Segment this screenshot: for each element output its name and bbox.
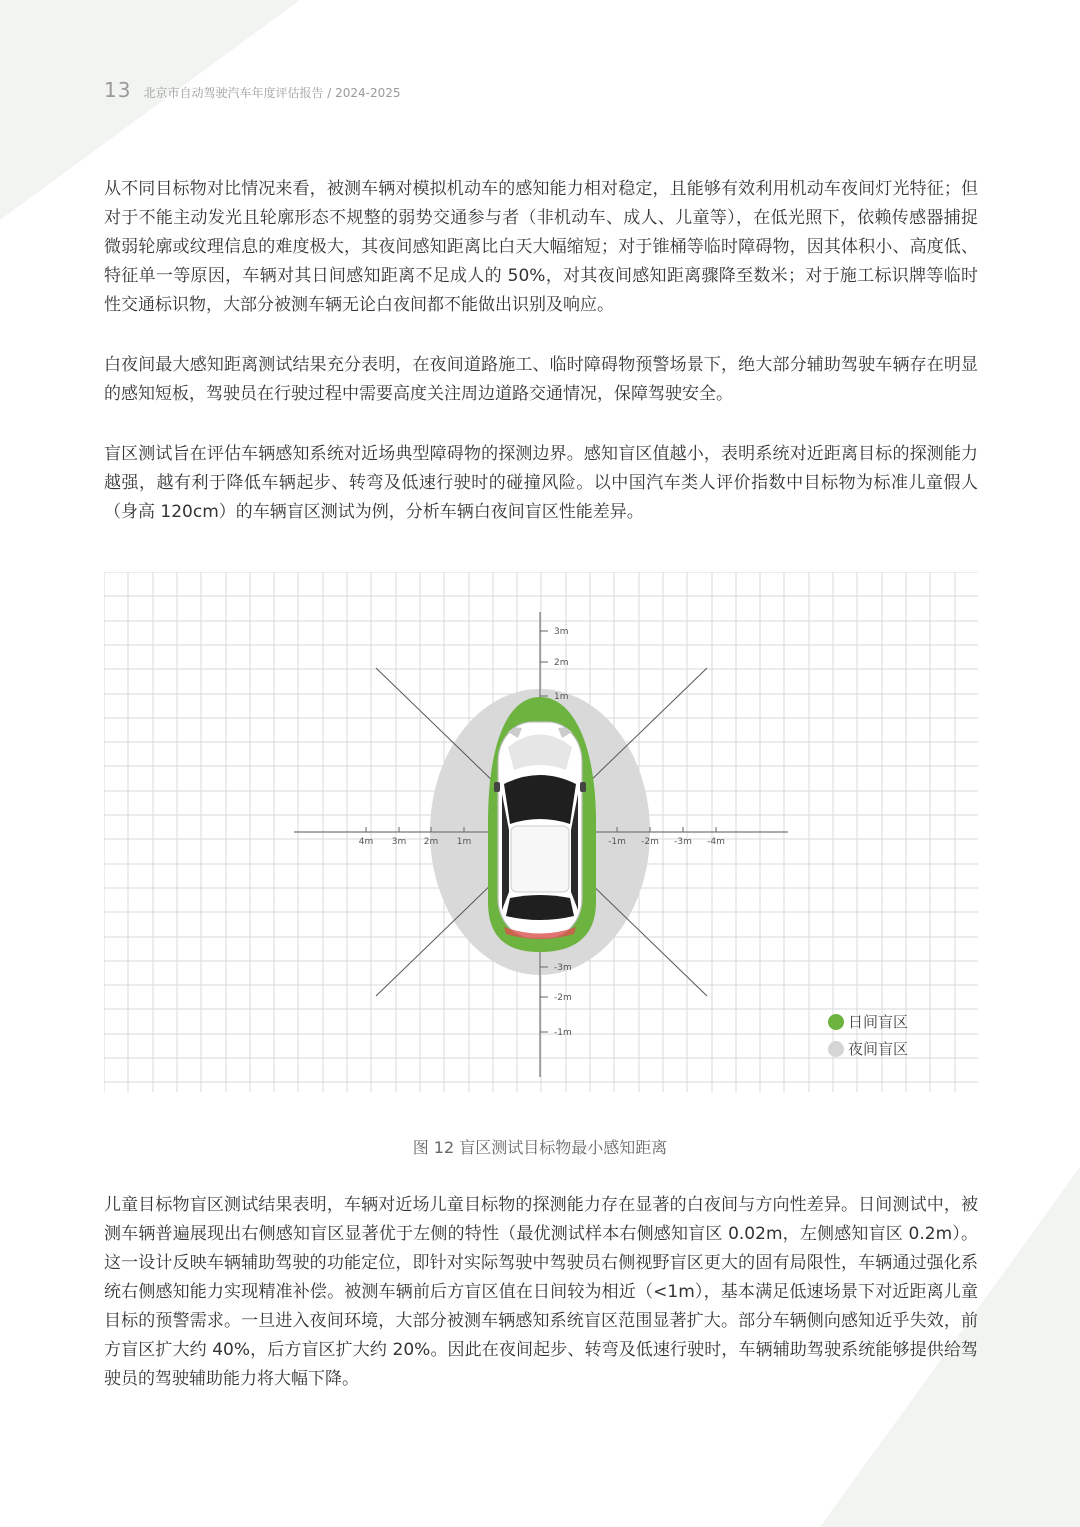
x-tick-label: -3m bbox=[674, 837, 692, 847]
figure-caption: 图 12 盲区测试目标物最小感知距离 bbox=[412, 1138, 668, 1157]
legend-label-day: 日间盲区 bbox=[848, 1013, 909, 1031]
car-rear-window bbox=[506, 895, 574, 920]
x-tick-label: -2m bbox=[641, 837, 659, 847]
running-title: 北京市自动驾驶汽车年度评估报告 / 2024-2025 bbox=[143, 86, 401, 100]
y-tick-label: 3m bbox=[554, 627, 569, 637]
x-tick-label: 2m bbox=[423, 837, 439, 847]
x-tick-label: -1m bbox=[608, 837, 626, 847]
legend-item-night bbox=[828, 1035, 908, 1062]
legend bbox=[828, 1008, 908, 1062]
legend-label-night: 夜间盲区 bbox=[848, 1040, 909, 1058]
x-tick-label: -4m bbox=[707, 837, 725, 847]
legend-dot-day bbox=[828, 1014, 844, 1030]
y-tick-label: -3m bbox=[554, 963, 572, 973]
car-windshield bbox=[504, 775, 576, 824]
page-header bbox=[104, 78, 401, 102]
page-number: 13 bbox=[104, 78, 132, 102]
blind-zone-figure bbox=[104, 572, 978, 1092]
y-tick-label: 2m bbox=[554, 658, 569, 668]
paragraph-child-blind-zone-results: 儿童目标物盲区测试结果表明，车辆对近场儿童目标物的探测能力存在显著的白夜间与方向性差异。日间测试中，被测车辆普遍展现出右侧感知盲区显著优于左侧的特性（最优测试样本右侧感知盲区 0.02m，左侧感知盲区 0.2m）。这一设计反映车辆辅助驾驶的功能定位，即针对实际驾驶中驾驶员右侧视野盲区更大的固有局限性，车辆通过强化系统右侧感知能力实现精准补偿。被测车辆前后方盲区值在日间较为相近（<1m），基本满足低速场景下对近距离儿童目标的预警需求。一旦进入夜间环境，大部分被测车辆感知系统盲区范围显著扩大。部分车辆侧向感知近乎失效，前方盲区扩大约 40%，后方盲区扩大约 20%。因此在夜间起步、转弯及低速行驶时，车辆辅助驾驶系统能够提供给驾驶员的驾驶辅助能力将大幅下降。 bbox=[104, 1195, 978, 1389]
paragraph-day-night-distance: 白夜间最大感知距离测试结果充分表明，在夜间道路施工、临时障碍物预警场景下，绝大部分辅助驾驶车辆存在明显的感知短板，驾驶员在行驶过程中需要高度关注周边道路交通情况，保障驾驶安全。 bbox=[104, 355, 978, 404]
y-tick-label: 1m bbox=[554, 692, 569, 702]
x-tick-label: 4m bbox=[358, 837, 374, 847]
y-tick-label: -1m bbox=[554, 1028, 572, 1038]
legend-dot-night bbox=[828, 1041, 844, 1057]
paragraph-target-comparison: 从不同目标物对比情况来看，被测车辆对模拟机动车的感知能力相对稳定，且能够有效利用机动车夜间灯光特征；但对于不能主动发光且轮廓形态不规整的弱势交通参与者（非机动车、成人、儿童等），在低光照下，依赖传感器捕捉微弱轮廓或纹理信息的难度极大，其夜间感知距离比白天大幅缩短；对于锥桶等临时障碍物，因其体积小、高度低、特征单一等原因，车辆对其日间感知距离不足成人的 50%，对其夜间感知距离骤降至数米；对于施工标识牌等临时性交通标识物，大部分被测车辆无论白夜间都不能做出识别及响应。 bbox=[104, 179, 978, 315]
legend-item-day bbox=[828, 1008, 908, 1035]
y-tick-label: -2m bbox=[554, 993, 572, 1003]
car-right-mirror bbox=[580, 782, 586, 792]
car-illustration bbox=[494, 722, 586, 939]
car-left-mirror bbox=[494, 782, 500, 792]
paragraph-blind-zone-intro: 盲区测试旨在评估车辆感知系统对近场典型障碍物的探测边界。感知盲区值越小，表明系统对近距离目标的探测能力越强，越有利于降低车辆起步、转弯及低速行驶时的碰撞风险。以中国汽车类人评价指数中目标物为标准儿童假人（身高 120cm）的车辆盲区测试为例，分析车辆白夜间盲区性能差异。 bbox=[104, 444, 978, 522]
x-tick-label: 1m bbox=[456, 837, 472, 847]
car-roof bbox=[511, 826, 569, 892]
x-tick-label: 3m bbox=[391, 837, 407, 847]
